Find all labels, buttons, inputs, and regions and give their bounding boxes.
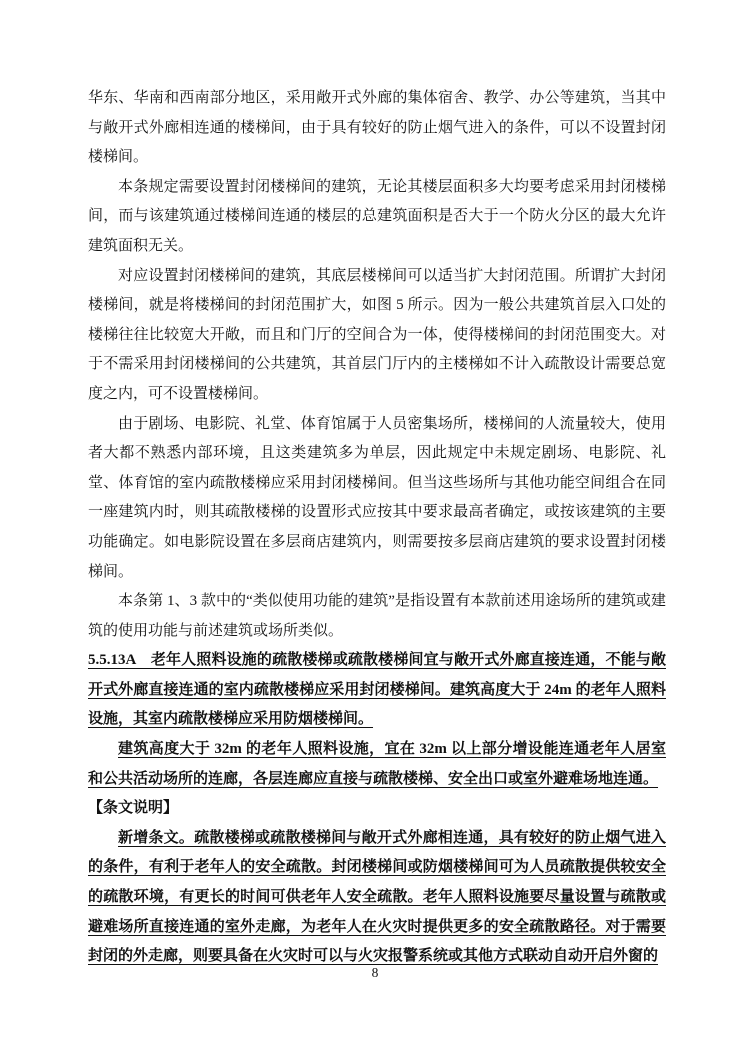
clause-5-5-13a	[88, 646, 666, 735]
commentary-paragraph: 新增条文。疏散楼梯或疏散楼梯间与敞开式外廊相连通，具有较好的防止烟气进入的条件，有利于老年人的安全疏散。封闭楼梯间或防烟楼梯间可为人员疏散提供较安全的疏散环境，有更长的时间可供老年人安全疏散。老年人照料设施要尽量设置与疏散或避难场所直接连通的室外走廊，为老年人在火灾时提供更多的安全疏散路径。对于需要封闭的外走廊，则要具备在火灾时可以与火灾报警系统或其他方式联动自动开启外窗的	[88, 829, 666, 965]
body-paragraph: 对应设置封闭楼梯间的建筑，其底层楼梯间可以适当扩大封闭范围。所谓扩大封闭楼梯间，就是将楼梯间的封闭范围扩大，如图 5 所示。因为一般公共建筑首层入口处的楼梯往往比较宽大开敞，而且和门厅的空间合为一体，使得楼梯间的封闭范围变大。对于不需采用封闭楼梯间的公共建筑，其首层门厅内的主楼梯如不计入疏散设计需要总宽度之内，可不设置楼梯间。	[88, 267, 666, 402]
clause-number: 5.5.13A	[88, 652, 136, 669]
body-paragraph: 由于剧场、电影院、礼堂、体育馆属于人员密集场所，楼梯间的人流量较大，使用者大都不熟悉内部环境，且这类建筑多为单层，因此规定中未规定剧场、电影院、礼堂、体育馆的室内疏散楼梯应采用封闭楼梯间。但当这些场所与其他功能空间组合在同一座建筑内时，则其疏散楼梯的设置形式应按其中要求最高者确定，或按该建筑的主要功能确定。如电影院设置在多层商店建筑内，则需要按多层商店建筑的要求设置封闭楼梯间。	[88, 415, 666, 580]
clause-text: 老年人照料设施的疏散楼梯或疏散楼梯间宜与敞开式外廊直接连通，不能与敞开式外廊直接连通的室内疏散楼梯应采用封闭楼梯间。建筑高度大于 24m 的老年人照料设施，其室内疏散楼梯应采用防烟楼梯间。	[88, 652, 666, 728]
document-page	[88, 84, 666, 972]
body-paragraph: 本条规定需要设置封闭楼梯间的建筑，无论其楼层面积多大均要考虑采用封闭楼梯间，而与该建筑通过楼梯间连通的楼层的总建筑面积是否大于一个防火分区的最大允许建筑面积无关。	[88, 178, 666, 254]
body-paragraph: 本条第 1、3 款中的“类似使用功能的建筑”是指设置有本款前述用途场所的建筑或建筑的使用功能与前述建筑或场所类似。	[88, 593, 666, 639]
commentary-heading: 【条文说明】	[88, 800, 179, 817]
body-paragraph-continuation: 华东、华南和西南部分地区，采用敞开式外廊的集体宿舍、教学、办公等建筑，当其中与敞开式外廊相连通的楼梯间，由于具有较好的防止烟气进入的条件，可以不设置封闭楼梯间。	[88, 90, 666, 166]
page-number: 8	[371, 965, 379, 980]
clause-paragraph-2: 建筑高度大于 32m 的老年人照料设施，宜在 32m 以上部分增设能连通老年人居室和公共活动场所的连廊，各层连廊应直接与疏散楼梯、安全出口或室外避难场地连通。	[88, 741, 666, 787]
